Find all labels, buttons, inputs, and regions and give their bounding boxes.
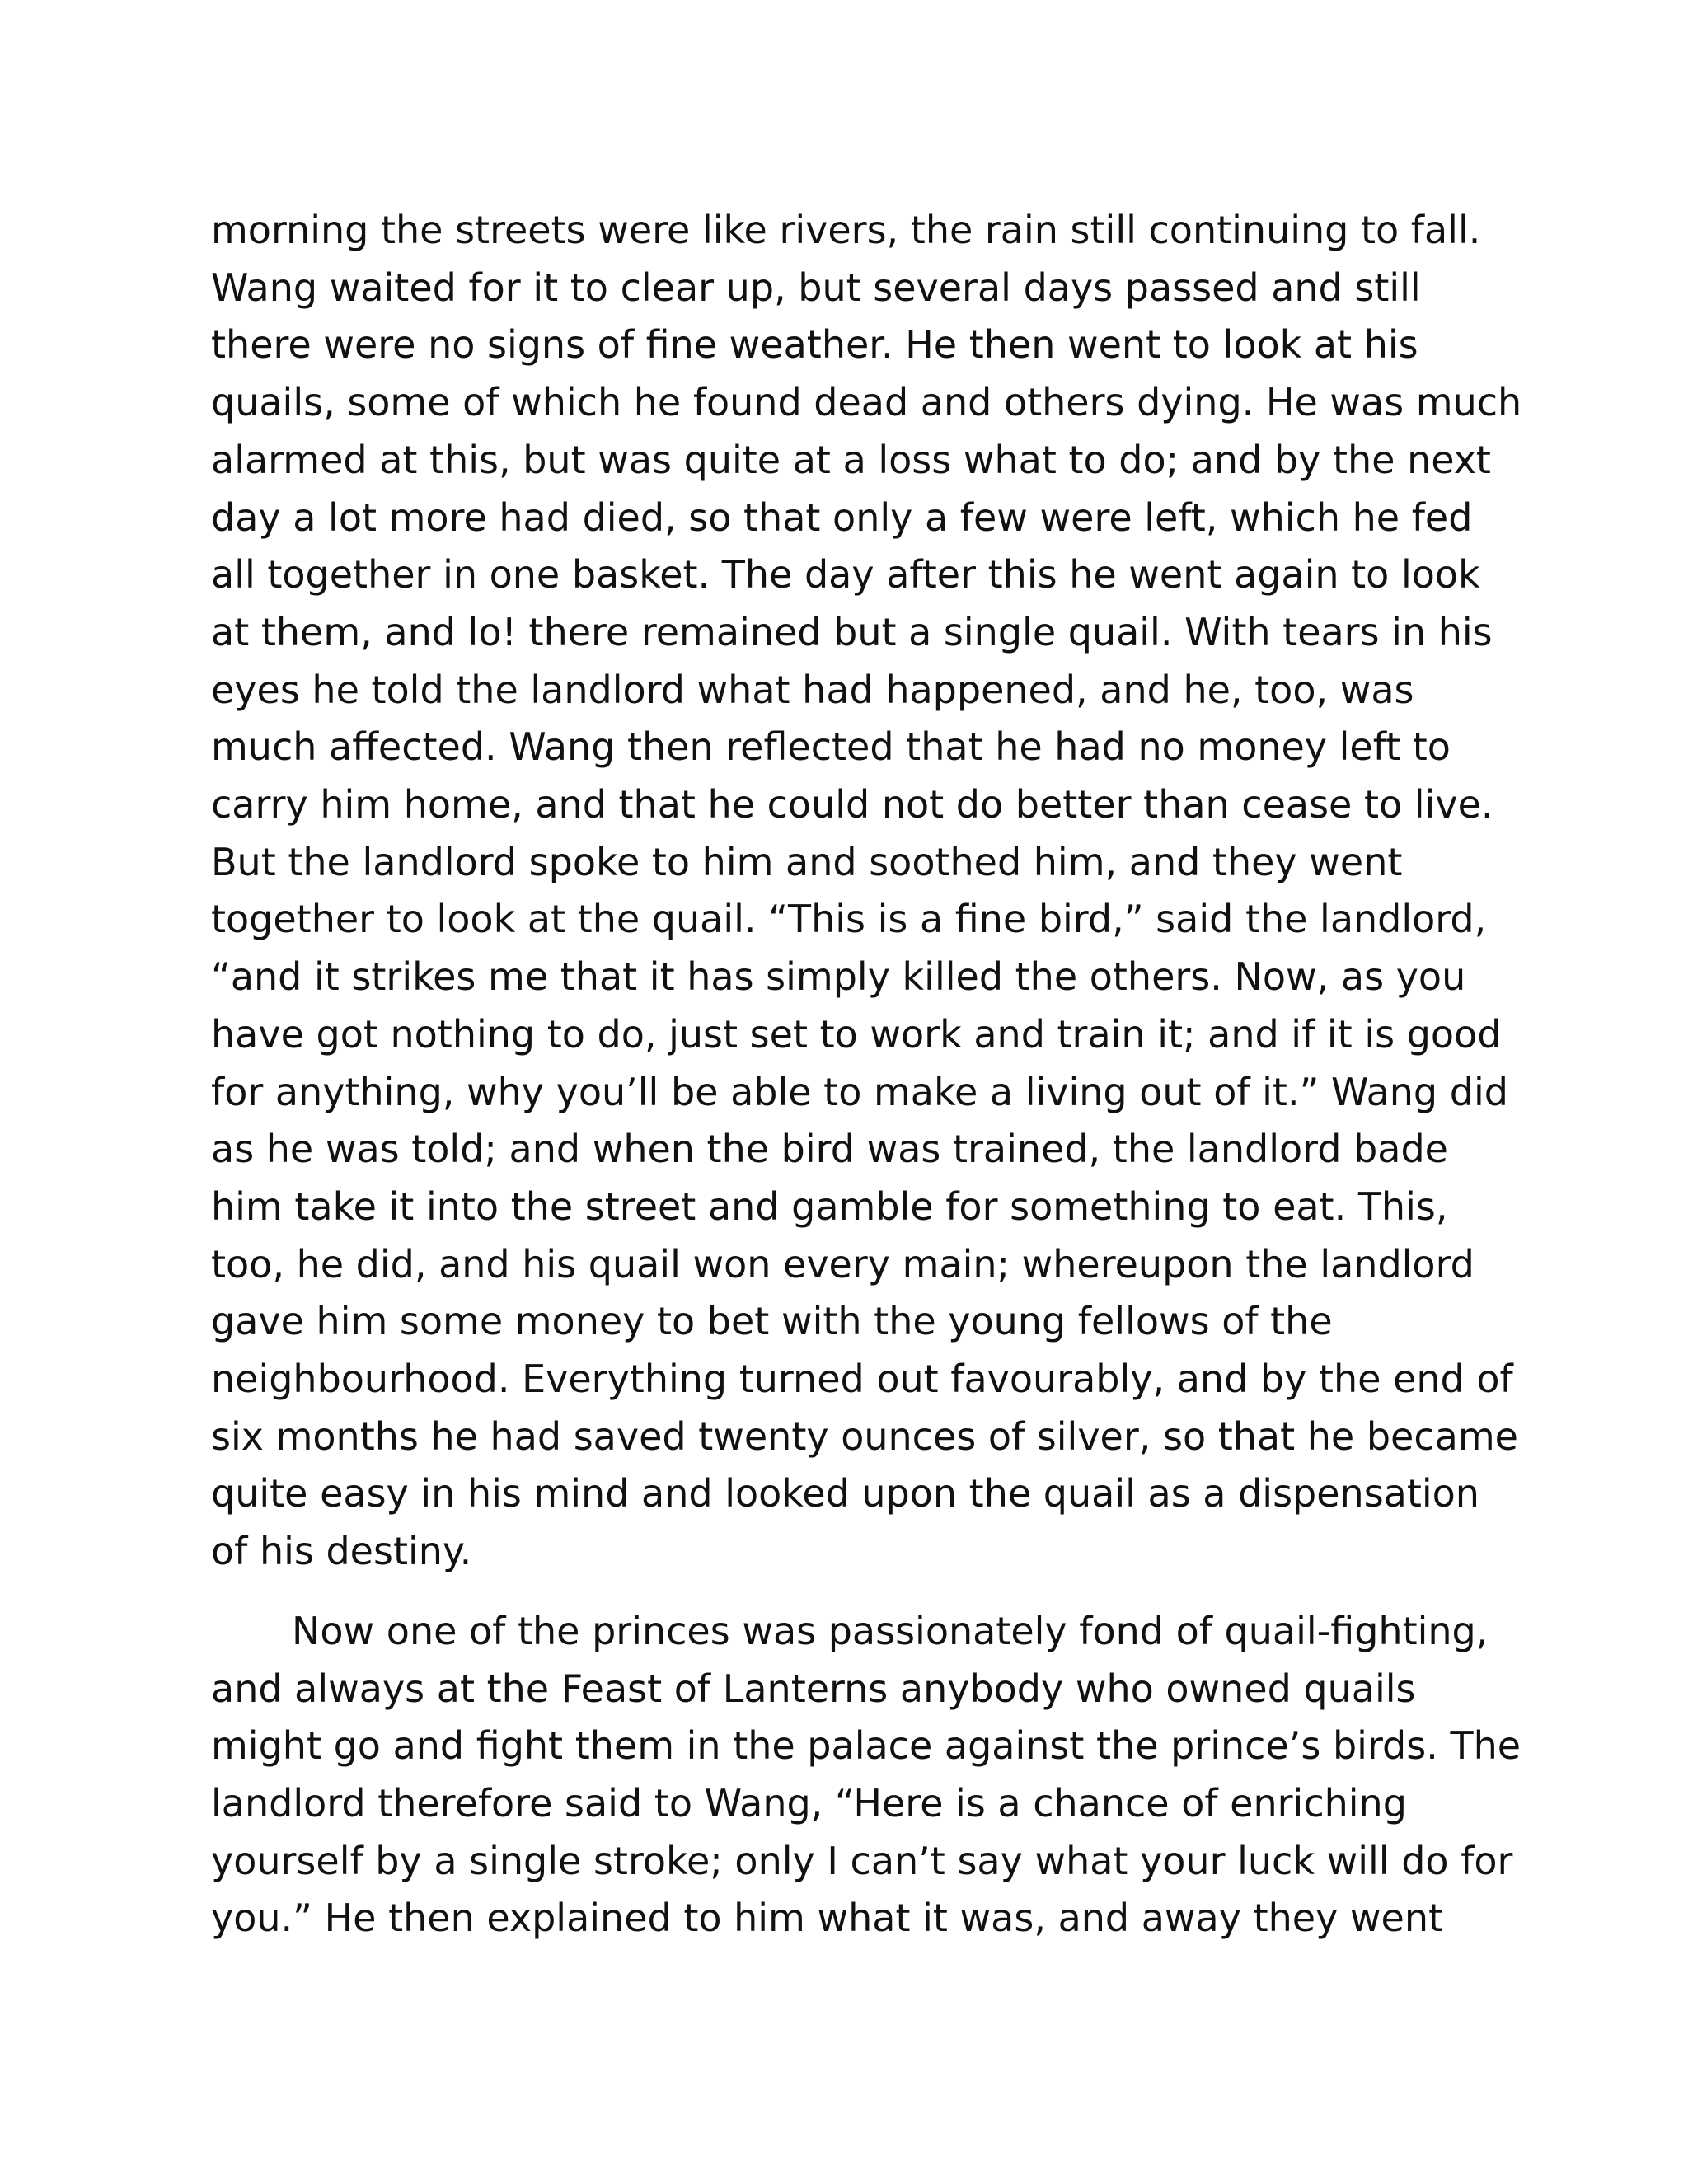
text-line: of his destiny. <box>211 1529 472 1574</box>
paragraph-2 <box>211 1603 1522 1947</box>
text-line: him take it into the street and gamble for something to eat. This, <box>211 1183 1448 1229</box>
text-line: morning the streets were like rivers, the rain still continuing to fall. <box>211 208 1481 252</box>
text-line: all together in one basket. The day after this he went again to look <box>211 552 1480 598</box>
text-line: much affected. Wang then reflected that he had no money left to <box>211 724 1451 770</box>
text-line: together to look at the quail. “This is a fine bird,” said the landlord, <box>211 897 1487 942</box>
text-line: Wang waited for it to clear up, but several days passed and still <box>211 265 1421 310</box>
body-text <box>211 202 1522 1947</box>
text-line: there were no signs of fine weather. He then went to look at his <box>211 322 1418 368</box>
text-line: might go and fight them in the palace against the prince’s birds. The <box>211 1723 1522 1769</box>
text-line: day a lot more had died, so that only a few were left, which he fed <box>211 494 1473 540</box>
text-line: have got nothing to do, just set to work and train it; and if it is good <box>211 1011 1502 1057</box>
text-line: and always at the Feast of Lanterns anybody who owned quails <box>211 1666 1416 1711</box>
text-line: yourself by a single stroke; only I can’t say what your luck will do for <box>211 1838 1513 1883</box>
text-line: alarmed at this, but was quite at a loss what to do; and by the next <box>211 437 1491 482</box>
text-line: quails, some of which he found dead and others dying. He was much <box>211 380 1522 425</box>
text-line: for anything, why you’ll be able to make a living out of it.” Wang did <box>211 1069 1508 1114</box>
text-line: at them, and lo! there remained but a single quail. With tears in his <box>211 609 1493 654</box>
text-line: eyes he told the landlord what had happened, and he, too, was <box>211 667 1414 712</box>
text-line: Now one of the princes was passionately fond of quail-fighting, <box>292 1608 1489 1653</box>
text-line: gave him some money to bet with the young fellows of the <box>211 1299 1333 1344</box>
text-line: “and it strikes me that it has simply killed the others. Now, as you <box>211 954 1466 1000</box>
text-line: But the landlord spoke to him and soothed him, and they went <box>211 839 1403 884</box>
paragraph-spacer <box>211 1581 1497 1603</box>
paragraph-1 <box>211 202 1522 1581</box>
text-line: you.” He then explained to him what it was, and away they went <box>211 1896 1444 1941</box>
text-line: quite easy in his mind and looked upon the quail as a dispensation <box>211 1471 1479 1516</box>
text-line: as he was told; and when the bird was trained, the landlord bade <box>211 1127 1448 1172</box>
text-line: neighbourhood. Everything turned out favourably, and by the end of <box>211 1357 1513 1402</box>
text-line: too, he did, and his quail won every main; whereupon the landlord <box>211 1241 1475 1286</box>
text-line: carry him home, and that he could not do better than cease to live. <box>211 782 1493 827</box>
text-line: landlord therefore said to Wang, “Here is a chance of enriching <box>211 1780 1407 1825</box>
text-line: six months he had saved twenty ounces of silver, so that he became <box>211 1413 1518 1459</box>
